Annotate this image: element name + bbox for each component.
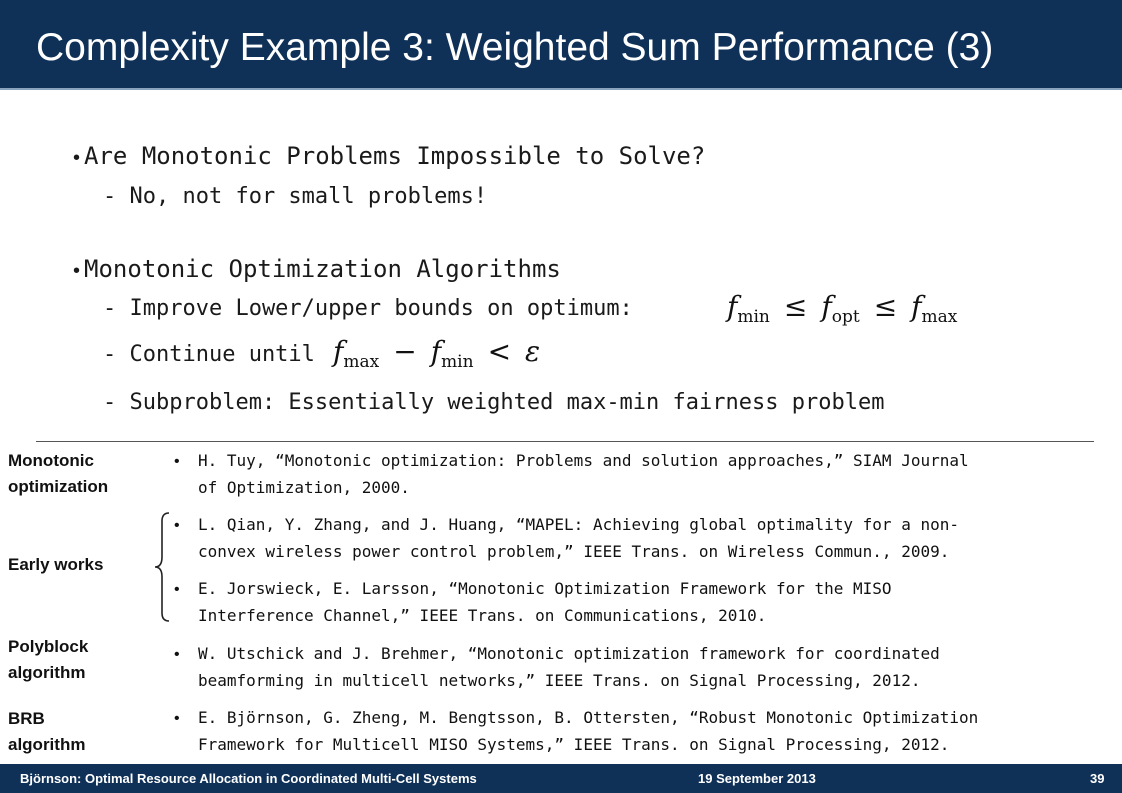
bullet-text: Are Monotonic Problems Impossible to Solve? — [84, 142, 706, 170]
bullet-monotonic-problems — [73, 142, 705, 170]
label-polyblock-algorithm: Polyblock algorithm — [8, 637, 89, 682]
bullet-dot: • — [174, 646, 180, 663]
slide-title: Complexity Example 3: Weighted Sum Performance (3) — [36, 26, 994, 69]
bullet-dot: • — [174, 710, 180, 727]
slide-footer — [0, 764, 1122, 793]
reference-tuy: • H. Tuy, “Monotonic optimization: Problems and solution approaches,” SIAM Journal of Optimization, 2000. — [174, 451, 969, 497]
sub-bullet-answer: - No, not for small problems! — [103, 184, 488, 209]
early-works-brace — [150, 511, 172, 623]
bullet-algorithms — [73, 255, 561, 283]
footer-author-title: Björnson: Optimal Resource Allocation in Coordinated Multi-Cell Systems — [20, 771, 477, 786]
bullet-text: Monotonic Optimization Algorithms — [84, 255, 561, 283]
bullet-dot: • — [174, 517, 180, 534]
reference-jorswieck: • E. Jorswieck, E. Larsson, “Monotonic Optimization Framework for the MISO Interference Channel,” IEEE Trans. on Communications, 2010. — [174, 579, 892, 625]
stopping-criterion-formula: $f_{max} - f_{min} < \varepsilon$ — [333, 335, 541, 372]
label-brb-algorithm: BRB algorithm — [8, 709, 86, 754]
bullet-dot: • — [174, 581, 180, 598]
bullet-dot: • — [174, 453, 180, 470]
footer-page-number: 39 — [1090, 771, 1105, 786]
bounds-formula: $f_{min} \le f_{opt} \le f_{max}$ — [727, 290, 958, 327]
bullet-dot: • — [73, 147, 81, 169]
sub-bullet-subproblem: - Subproblem: Essentially weighted max-min fairness problem — [103, 390, 885, 415]
slide-header — [0, 0, 1122, 90]
footer-date: 19 September 2013 — [698, 771, 816, 786]
sub-bullet-bounds: - Improve Lower/upper bounds on optimum: — [103, 296, 633, 321]
bullet-dot: • — [73, 260, 81, 282]
label-monotonic-optimization: Monotonic optimization — [8, 451, 109, 496]
reference-utschick: • W. Utschick and J. Brehmer, “Monotonic optimization framework for coordinated beamforming in multicell networks,” IEEE Trans. on Signal Processing, 2012. — [174, 644, 940, 690]
separator-line — [36, 441, 1094, 442]
label-early-works: Early works — [8, 555, 104, 574]
reference-bjornson: • E. Björnson, G. Zheng, M. Bengtsson, B. Ottersten, “Robust Monotonic Optimization Framework for Multicell MISO Systems,” IEEE Trans. on Signal Processing, 2012. — [174, 708, 979, 754]
sub-bullet-continue: - Continue until — [103, 342, 315, 367]
reference-qian: • L. Qian, Y. Zhang, and J. Huang, “MAPEL: Achieving global optimality for a non- convex wireless power control problem,” IEEE Trans. on Wireless Commun., 2009. — [174, 515, 959, 561]
